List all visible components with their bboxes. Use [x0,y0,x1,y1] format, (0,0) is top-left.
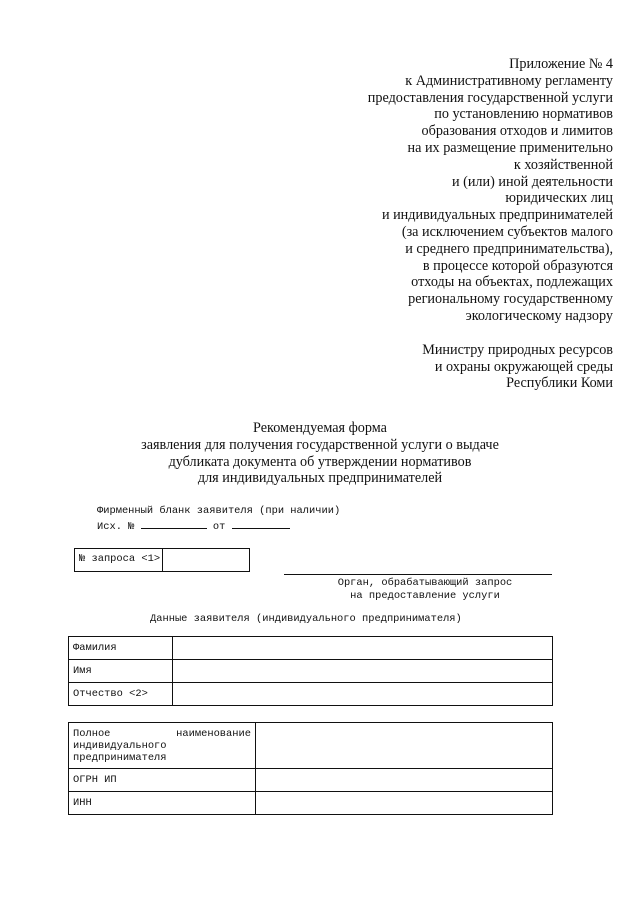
form-title-line: заявления для получения государственной услуги о выдаче [141,436,499,453]
organ-signature-line[interactable] [284,574,552,575]
appendix-line: и среднего предпринимательства), [405,240,613,257]
table-row [69,637,553,660]
ogrn-label: ОГРН ИП [69,769,256,792]
letterhead-caption: Фирменный бланк заявителя (при наличии) [97,505,341,517]
appendix-line: к Административному регламенту [405,72,613,89]
inn-field[interactable] [256,792,553,815]
addressee-line: Республики Коми [506,375,613,392]
patronymic-label: Отчество <2> [69,683,173,706]
full-name-field[interactable] [256,723,553,769]
appendix-line: образования отходов и лимитов [421,123,613,140]
appendix-line: в процессе которой образуются [422,257,613,274]
organ-caption-line: Орган, обрабатывающий запрос [337,577,513,589]
table-row [69,723,553,769]
surname-label: Фамилия [69,637,173,660]
addressee-line: и охраны окружающей среды [434,358,613,375]
applicant-person-table [68,636,553,706]
appendix-line: на их размещение применительно [407,139,613,156]
appendix-line: по установлению нормативов [434,106,613,123]
addressee-line: Министру природных ресурсов [422,341,613,358]
applicant-data-caption: Данные заявителя (индивидуального предпринимателя) [150,613,462,625]
organ-caption-line: на предоставление услуги [350,590,500,602]
appendix-line: юридических лиц [505,190,613,207]
surname-field[interactable] [173,637,553,660]
appendix-line: экологическому надзору [465,307,613,324]
name-field[interactable] [173,660,553,683]
form-title-line: дубликата документа об утверждении нормативов [168,453,472,470]
table-row [69,769,553,792]
outgoing-number-label: Исх. № [97,521,135,533]
request-number-label: № запроса <1> [75,549,163,571]
entrepreneur-table [68,722,553,815]
form-title [80,420,560,487]
name-label: Имя [69,660,173,683]
letterhead [97,505,340,534]
appendix-line: региональному государственному [408,291,613,308]
appendix-line: к хозяйственной [513,156,613,173]
form-title-line: Рекомендуемая форма [253,420,387,436]
request-number-field[interactable] [163,549,249,571]
appendix-line: отходы на объектах, подлежащих [411,274,613,291]
full-name-label: Полное наименование индивидуального предпринимателя [69,723,256,769]
appendix-line: и (или) иной деятельности [451,173,613,190]
appendix-line: (за исключением субъектов малого [401,223,613,240]
organ-caption [290,577,560,603]
form-title-line: для индивидуальных предпринимателей [197,470,443,487]
outgoing-date-field[interactable] [232,518,290,529]
from-label: от [212,521,226,533]
appendix-line: предоставления государственной услуги [367,89,613,106]
appendix-block [313,56,613,392]
outgoing-number-row [97,518,340,534]
inn-label: ИНН [69,792,256,815]
ogrn-field[interactable] [256,769,553,792]
table-row [69,660,553,683]
request-number-box [74,548,250,572]
outgoing-number-field[interactable] [141,518,207,529]
patronymic-field[interactable] [173,683,553,706]
table-row [69,792,553,815]
appendix-line: Приложение № 4 [509,56,613,72]
appendix-line: и индивидуальных предпринимателей [381,207,613,224]
table-row [69,683,553,706]
